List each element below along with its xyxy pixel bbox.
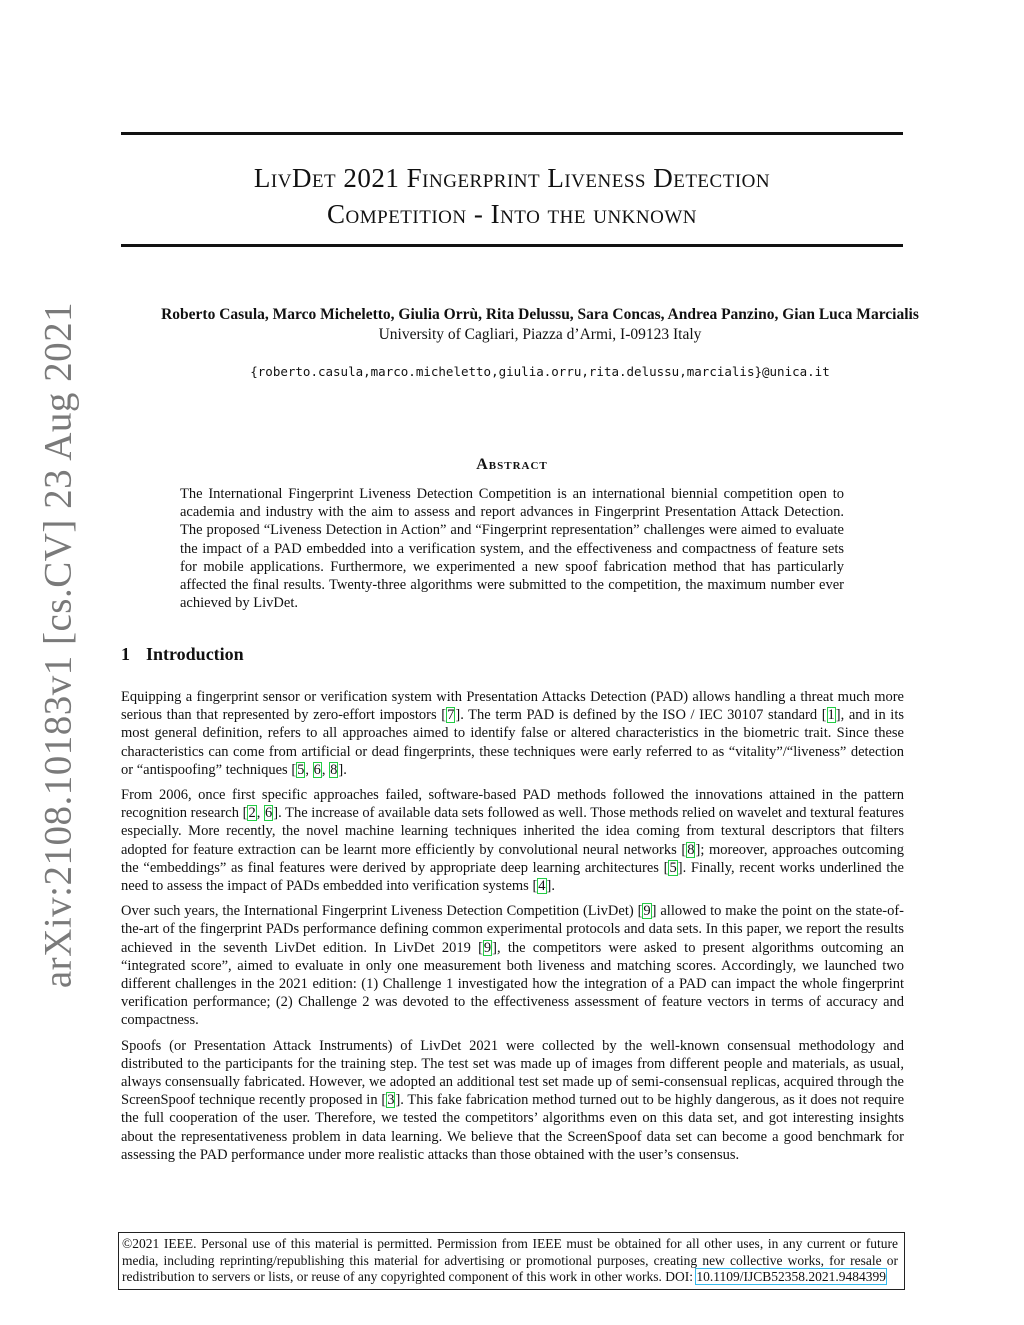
citation-link[interactable]: 5 (669, 859, 677, 876)
abstract-heading: Abstract (476, 456, 548, 473)
paper-title-line-1: LivDet 2021 Fingerprint Liveness Detection (253, 163, 771, 193)
text-run: , and in its most general definition, refers to all approaches aimed to identify false or altered characteristics in the biometric trait. Since these characteristics can come from artificial or dead fingerprints, these techniques were early referred to as “vitality”/“liveness” detection or “antispoofing” techniques (121, 707, 904, 778)
paragraph: From 2006, once first specific approaches failed, software-based PAD methods followed the innovations attained in the pattern recognition research [2, 6]. The increase of available data sets followed as well. Those methods relied on wavelet and textural features especially. More recently, the novel machine learning techniques inherited the idea coming from textural descriptors that filters adopted for feature extraction can be learnt more efficiently by convolutional neural networks [8]; moreover, approaches outcoming the “embeddings” as final features were derived by appropriate deep learning architectures [5]. Finally, recent works underlined the need to assess the impact of PADs embedded into verification systems [4]. (121, 787, 904, 895)
paper-title (121, 160, 903, 232)
section-title: Introduction (146, 644, 244, 664)
citation-link[interactable]: 8 (687, 841, 695, 858)
paragraph: Over such years, the International Fingerprint Liveness Detection Competition (LivDet) [9] allowed to make the point on the state-of-the-art of the fingerprint PADs performance defining common experimental protocols and data sets. In this paper, we report the results achieved in the seventh LivDet edition. In LivDet 2019 [9], the competitors were asked to present algorithms outcoming an “integrated score”, aimed to evaluate in only one measurement both liveness and matching scores. Accordingly, we launched two different challenges in the 2021 edition: (1) Challenge 1 investigated how the integration of a PAD can impact the whole fingerprint verification performance; (2) Challenge 2 was devoted to the effectiveness assessment of feature vectors in terms of accuracy and compactness. (121, 903, 904, 1029)
introduction-body (121, 688, 904, 1171)
text-run: . The term PAD is defined by the ISO / IEC 30107 standard (460, 707, 822, 724)
paper-title-line-2: Competition - Into the unknown (327, 199, 697, 229)
text-run: ; moreover, approaches outcoming the “embeddings” as final features were derived by appropriate deep learning architectures (121, 841, 904, 876)
citation-link[interactable]: 8 (330, 761, 338, 778)
citation-link[interactable]: 9 (643, 903, 651, 920)
text-run: . (343, 761, 347, 778)
text-run: allowed to make the point on the state-of-the-art of the fingerprint PADs performance defining common experimental protocols and data sets. In this paper, we report the results achieved in the seventh LivDet edition. In LivDet 2019 (121, 903, 904, 956)
paragraph: Equipping a fingerprint sensor or verification system with Presentation Attacks Detection (PAD) allows handling a threat much more serious than that represented by zero-effort impostors [7]. The term PAD is defined by the ISO / IEC 30107 standard [1], and in its most general definition, refers to all approaches aimed to identify false or altered characteristics in the biometric trait. Since these characteristics can come from artificial or dead fingerprints, these techniques were early referred to as “vitality”/“liveness” detection or “antispoofing” techniques [5, 6, 8]. (121, 689, 904, 778)
text-run: . (551, 878, 555, 895)
doi-link[interactable]: 10.1109/IJCB52358.2021.9484399 (696, 1269, 887, 1285)
author-list: Roberto Casula, Marco Micheletto, Giulia Orrù, Rita Delussu, Sara Concas, Andrea Panzino, Gian Luca Marcialis (161, 306, 919, 323)
text-run: . Finally, recent works underlined the need to assess the impact of PADs embedded into verification systems (121, 859, 904, 895)
author-emails: {roberto.casula,marco.micheletto,giulia.orru,rita.delussu,marcialis}@unica.it (250, 364, 830, 379)
citation-link[interactable]: 5 (297, 761, 305, 778)
section-heading-introduction (121, 644, 244, 665)
citation-link[interactable]: 2 (248, 805, 256, 822)
text-run: Spoofs (or Presentation Attack Instruments) of LivDet 2021 were collected by the well-known consensual methodology and distributed to the participants for the training step. The test set was made up of images from different people and materials, as usual, always consensually fabricated. However, we adopted an additional test set made up of semi-consensual replicas, acquired through the ScreenSpoof technique recently proposed in (121, 1037, 904, 1109)
arxiv-identifier-stamp: arXiv:2108.10183v1 [cs.CV] 23 Aug 2021 (36, 301, 80, 989)
section-number: 1 (121, 644, 130, 664)
title-top-rule (121, 132, 903, 135)
text-run: From 2006, once first specific approaches failed, software-based PAD methods followed the innovations attained in the pattern recognition research (121, 787, 904, 822)
text-run: Equipping a fingerprint sensor or verification system with Presentation Attacks Detection (PAD) allows handling a threat much more serious than that represented by zero-effort impostors (121, 689, 904, 724)
abstract-text: The International Fingerprint Liveness Detection Competition is an international biennial competition open to academia and industry with the aim to assess and report advances in Fingerprint Presentation Attack Detection. The proposed “Liveness Detection in Action” and “Fingerprint representation” challenges were aimed to evaluate the impact of a PAD embedded into a verification system, and the effectiveness and compactness of feature sets for mobile applications. Furthermore, we experimented a new spoof fabrication method that has particularly affected the final results. Twenty-three algorithms were submitted to the competition, the maximum number ever achieved by LivDet. (180, 486, 844, 612)
paragraph: Spoofs (or Presentation Attack Instruments) of LivDet 2021 were collected by the well-known consensual methodology and distributed to the participants for the training step. The test set was made up of images from different people and materials, as usual, always consensually fabricated. However, we adopted an additional test set made up of semi-consensual replicas, acquired through the ScreenSpoof technique recently proposed in [3]. This fake fabrication method turned out to be highly dangerous, as it does not require the full cooperation of the user. Therefore, we tested the competitors’ algorithms even on this data set, and got interesting insights about the representativeness problem in data learning. We believe that the ScreenSpoof data set can become a good benchmark for assessing the PAD performance under more realistic attacks than those obtained with the user’s consensus. (121, 1037, 905, 1163)
citation-link[interactable]: 4 (538, 878, 546, 895)
affiliation: University of Cagliari, Piazza d’Armi, I-09123 Italy (378, 326, 702, 343)
text-run: , the competitors were asked to present algorithms outcoming an “integrated score”, aimed to evaluate in only one measurement both liveness and matching scores. Accordingly, we launched two different challenges in the 2021 edition: (1) Challenge 1 investigated how the integration of a PAD can impact the whole fingerprint verification performance; (2) Challenge 2 was devoted to the effectiveness assessment of feature vectors in terms of accuracy and compactness. (121, 939, 904, 1029)
copyright-notice (118, 1232, 905, 1290)
citation-link[interactable]: 6 (313, 761, 321, 778)
citation-link[interactable]: 9 (483, 939, 492, 956)
copyright-text: ©2021 IEEE. Personal use of this material is permitted. Permission from IEEE must be obtained for all other uses, in any current or future media, including reprinting/republishing this material for advertising or promotional purposes, creating new collective works, for resale or redistribution to servers or lists, or reuse of any copyrighted component of this work in other works. DOI: (122, 1236, 898, 1285)
citation-link[interactable]: 3 (387, 1092, 395, 1109)
text-run: . The increase of available data sets followed as well. Those methods relied on wavelet and textural features especially. More recently, the novel machine learning techniques inherited the idea coming from textural descriptors that filters adopted for feature extraction can be learnt more efficiently by convolutional neural networks (121, 805, 904, 858)
text-run: Over such years, the International Fingerprint Liveness Detection Competition (LivDet) (121, 903, 638, 920)
citation-link[interactable]: 7 (447, 707, 455, 724)
citation-link[interactable]: 1 (827, 707, 835, 724)
text-run: . This fake fabrication method turned out to be highly dangerous, as it does not require the full cooperation of the user. Therefore, we tested the competitors’ algorithms even on this data set, and got interesting insights about the representativeness problem in data learning. We believe that the ScreenSpoof data set can become a good benchmark for assessing the PAD performance under more realistic attacks than those obtained with the user’s consensus. (121, 1092, 905, 1163)
title-bottom-rule (121, 244, 903, 247)
citation-link[interactable]: 6 (265, 805, 273, 822)
